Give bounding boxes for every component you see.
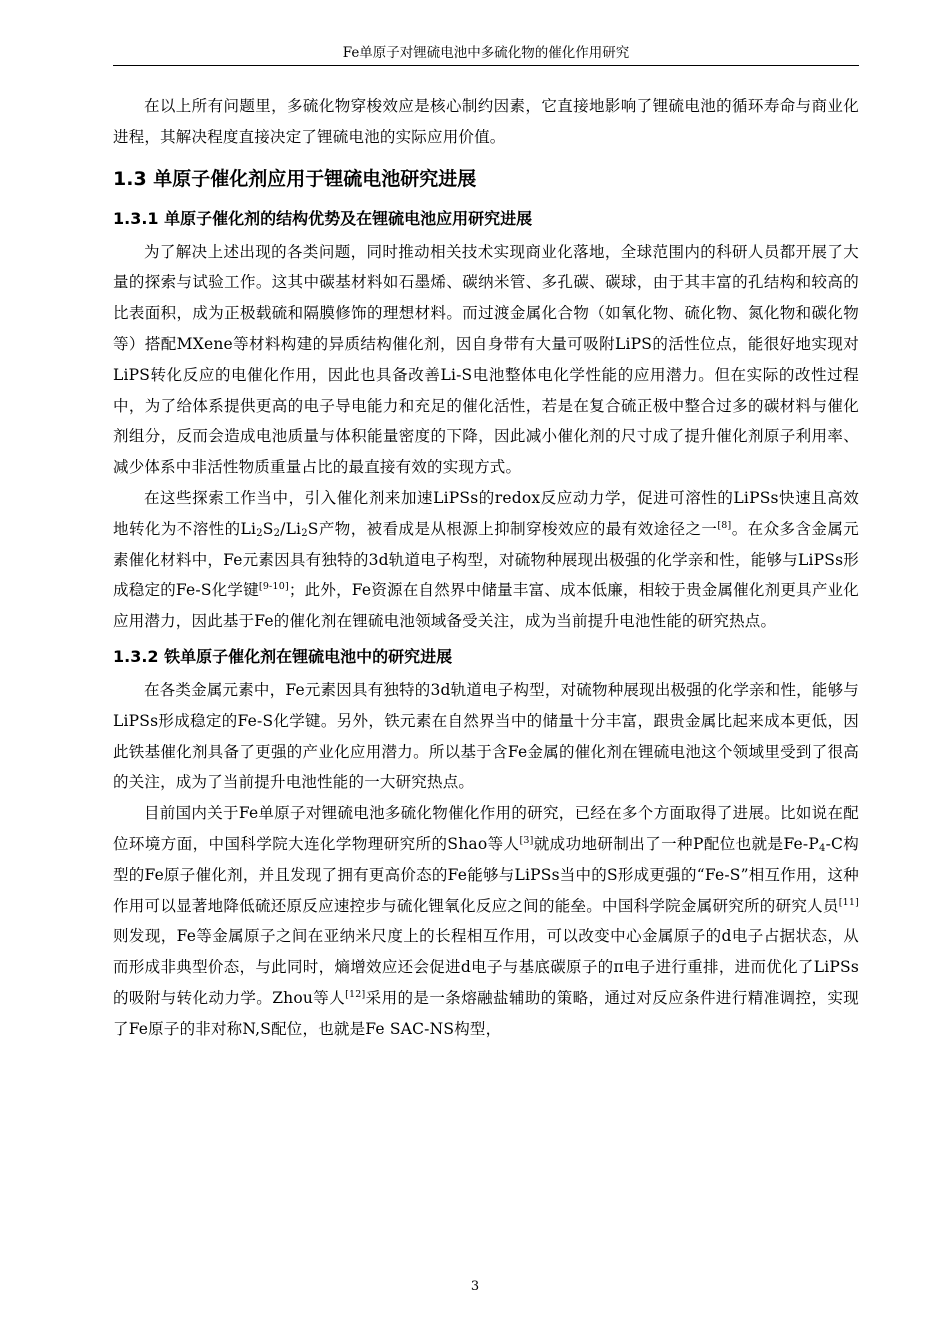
text-run: -C构型的Fe原子催化剂，并且发现了拥有更高价态的Fe能够与LiPSs当中的S形成更强的“Fe-S”相互作用，这种作用可以显著地降低硫还原反应速控步与硫化锂氧化反应之间的能垒。中国科学院金属研究所的研究人员 [113, 834, 859, 915]
section-1-3-1-paragraph-1: 为了解决上述出现的各类问题，同时推动相关技术实现商业化落地，全球范围内的科研人员都开展了大量的探索与试验工作。这其中碳基材料如石墨烯、碳纳米管、多孔碳、碳球，由于其丰富的孔结构和较高的比表面积，成为正极载硫和隔膜修饰的理想材料。而过渡金属化合物（如氧化物、硫化物、氮化物和碳化物等）搭配MXene等材料构建的异质结构催化剂，因自身带有大量可吸附LiPS的活性位点，能很好地实现对LiPS转化反应的电催化作用，因此也具备改善Li-S电池整体电化学性能的应用潜力。但在实际的改性过程中，为了给体系提供更高的电子导电能力和充足的催化活性，若是在复合硫正极中整合过多的碳材料与催化剂组分，反而会造成电池质量与体积能量密度的下降，因此减小催化剂的尺寸成了提升催化剂原子利用率、减少体系中非活性物质重量占比的最直接有效的实现方式。 [113, 242, 859, 477]
text-run: /Li [280, 519, 302, 538]
intro-paragraph: 在以上所有问题里，多硫化物穿梭效应是核心制约因素，它直接地影响了锂硫电池的循环寿命与商业化进程，其解决程度直接决定了锂硫电池的实际应用价值。 [113, 97, 859, 146]
running-header: Fe单原子对锂硫电池中多硫化物的催化作用研究 [342, 45, 630, 61]
header-rule [113, 65, 859, 66]
section-1-3-2-paragraph-1: 在各类金属元素中，Fe元素因具有独特的3d轨道电子构型，对硫物种展现出极强的化学亲和性，能够与LiPSs形成稳定的Fe-S化学键。另外，铁元素在自然界当中的储量十分丰富，跟贵金属比起来成本更低，因此铁基催化剂具备了更强的产业化应用潜力。所以基于含Fe金属的催化剂在锂硫电池这个领域里受到了很高的关注，成为了当前提升电池性能的一大研究热点。 [113, 680, 859, 792]
subscript: 4 [819, 842, 826, 854]
text-run: S产物，被看成是从根源上抑制穿梭效应的最有效途径之一 [307, 519, 718, 538]
section-heading-1-3-2: 1.3.2 铁单原子催化剂在锂硫电池中的研究进展 [113, 646, 453, 666]
text-run: ；此外，Fe资源在自然界中储量丰富、成本低廉，相较于贵金属催化剂更具产业化应用潜力，因此基于Fe的催化剂在锂硫电池领域备受关注，成为当前提升电池性能的研究热点。 [113, 581, 860, 631]
text-run: 则发现，Fe等金属原子之间在亚纳米尺度上的长程相互作用，可以改变中心金属原子的d电子占据状态，从而形成非典型价态，与此同时，熵增效应还会促进d电子与基底碳原子的π电子进行重排，进而优化了LiPSs的吸附与转化动力学。Zhou等人 [113, 927, 859, 1007]
section-1-3-2-paragraph-2 [113, 798, 859, 1044]
subscript: 2 [256, 527, 263, 539]
subscript: 2 [273, 527, 281, 539]
section-1-3-1-paragraph-2 [113, 483, 859, 637]
text-run: 。在众多含金属元素催化材料中，Fe元素因具有独特的3d轨道电子构型，对硫物种展现出极强的化学亲和性，能够与LiPSs形成稳定的Fe-S化学键 [113, 519, 859, 600]
text-run: 就成功地研制出了一种P配位也就是Fe-P [533, 834, 819, 853]
citation-ref: [11] [838, 896, 859, 908]
section-heading-1-3-1: 1.3.1 单原子催化剂的结构优势及在锂硫电池应用研究进展 [113, 208, 533, 228]
section-heading-1-3: 1.3 单原子催化剂应用于锂硫电池研究进展 [113, 167, 477, 190]
text-run: 采用的是一条熔融盐辅助的策略，通过对反应条件进行精准调控，实现了Fe原子的非对称N,S配位，也就是Fe SAC-NS构型， [113, 988, 859, 1038]
text-run: 在这些探索工作当中，引入催化剂来加速LiPSs的redox反应动力学，促进可溶性的LiPSs快速且高效地转化为不溶性的Li [113, 488, 859, 538]
text-run: 目前国内关于Fe单原子对锂硫电池多硫化物催化作用的研究，已经在多个方面取得了进展。比如说在配位环境方面，中国科学院大连化学物理研究所的Shao等人 [113, 804, 859, 853]
text-run: S [262, 519, 274, 538]
subscript: 2 [301, 527, 308, 539]
citation-ref: [8] [717, 519, 732, 531]
page-number: 3 [470, 1279, 480, 1294]
citation-ref: [3] [519, 834, 534, 846]
page-body [113, 91, 859, 1045]
citation-ref: [12] [345, 988, 366, 1000]
citation-ref: [9-10] [258, 581, 289, 593]
